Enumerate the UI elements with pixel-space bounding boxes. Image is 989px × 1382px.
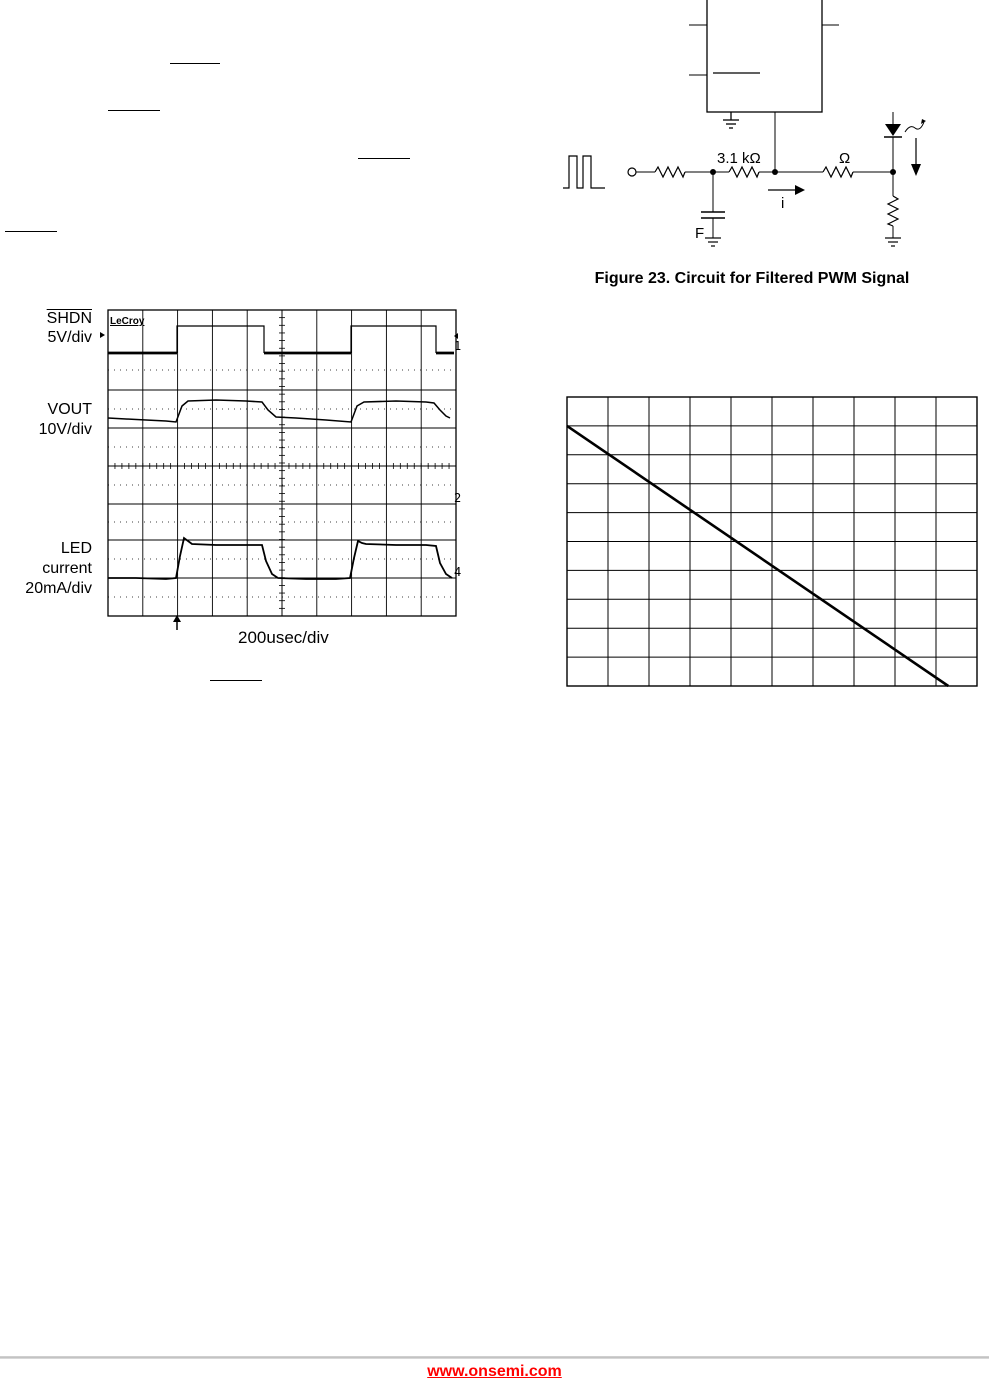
graph-grid	[567, 397, 977, 686]
linear-graph	[566, 396, 978, 688]
led-current-arrow-icon	[911, 164, 921, 176]
shdn-scale-label: 5V/div	[47, 329, 92, 346]
timebase-label: 200usec/div	[238, 628, 329, 647]
led-current-trace	[108, 538, 452, 579]
ch4-marker: 4	[454, 565, 462, 579]
capacitor	[701, 212, 725, 218]
ic-ground-icon	[723, 112, 739, 128]
overbar-5	[210, 680, 262, 681]
resistor-3k1-label: 3.1 kΩ	[717, 150, 761, 167]
overbar-3	[358, 158, 410, 159]
ch1-marker: 1	[454, 339, 462, 353]
led-icon	[885, 124, 901, 136]
sense-resistor	[888, 196, 898, 226]
current-arrow-icon	[795, 185, 805, 195]
capacitor-label: F	[695, 225, 705, 242]
led-label-line2: current	[42, 560, 92, 577]
figure-23-caption: Figure 23. Circuit for Filtered PWM Signal	[594, 270, 910, 287]
current-label: i	[781, 195, 785, 212]
overbar-2	[108, 110, 160, 111]
footer-url-link[interactable]: www.onsemi.com	[427, 1363, 562, 1380]
vout-name-label: VOUT	[47, 401, 92, 418]
ch2-marker: 2	[454, 491, 462, 505]
vout-scale-label: 10V/div	[38, 421, 92, 438]
sense-ground-icon	[885, 238, 901, 246]
overbar-4	[5, 231, 57, 232]
lecroy-logo: LeCroy	[110, 316, 145, 327]
ic-block	[707, 0, 822, 112]
footer-divider	[0, 1356, 989, 1359]
input-terminal	[628, 168, 636, 176]
vout-trace	[108, 400, 450, 422]
cap-ground-icon	[705, 238, 721, 246]
ch1-level-marker	[100, 332, 105, 338]
graph-trend-line	[567, 426, 948, 686]
resistor-3k1	[729, 167, 759, 177]
led-scale-label: 20mA/div	[25, 580, 92, 597]
output-resistor	[823, 167, 853, 177]
trigger-position-arrow	[173, 615, 181, 630]
pwm-signal-icon	[563, 156, 605, 188]
circuit-diagram	[555, 0, 955, 260]
shdn-name-label: SHDN	[46, 310, 92, 327]
overbar-1	[170, 63, 220, 64]
scope-screen	[96, 306, 468, 636]
ohm-label: Ω	[839, 150, 851, 167]
shdn-trace	[108, 326, 454, 353]
led-label-line1: LED	[60, 540, 92, 557]
input-resistor	[655, 167, 685, 177]
